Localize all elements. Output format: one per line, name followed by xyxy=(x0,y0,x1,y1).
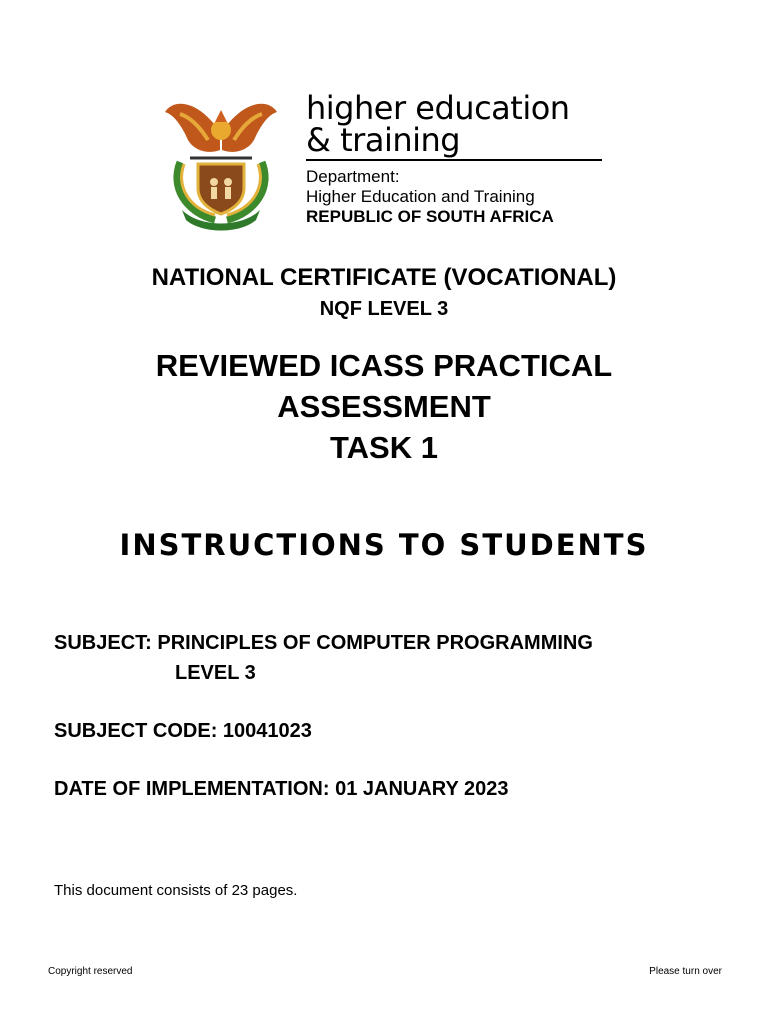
brand-line-2: & training xyxy=(306,121,461,159)
page-count-note: This document consists of 23 pages. xyxy=(54,882,298,899)
footer-copyright: Copyright reserved xyxy=(48,966,133,977)
assessment-title-line-1: REVIEWED ICASS PRACTICAL xyxy=(155,348,613,383)
department-branding xyxy=(306,89,606,227)
coat-of-arms-logo xyxy=(160,92,282,232)
brand-rule-divider xyxy=(306,159,602,161)
department-name: Higher Education and Training xyxy=(306,187,535,206)
footer-turn-over: Please turn over xyxy=(649,966,722,977)
assessment-title-line-2: ASSESSMENT xyxy=(277,389,491,424)
instructions-heading: INSTRUCTIONS TO STUDENTS xyxy=(119,528,649,562)
subject-level: LEVEL 3 xyxy=(175,662,256,684)
assessment-title xyxy=(0,345,768,468)
task-number: TASK 1 xyxy=(330,430,438,465)
subject-code: SUBJECT CODE: 10041023 xyxy=(54,720,312,742)
implementation-date: DATE OF IMPLEMENTATION: 01 JANUARY 2023 xyxy=(54,778,509,800)
department-label: Department: xyxy=(306,167,400,186)
certificate-title: NATIONAL CERTIFICATE (VOCATIONAL) xyxy=(151,264,617,291)
nqf-level: NQF LEVEL 3 xyxy=(319,298,449,320)
subject-line: SUBJECT: PRINCIPLES OF COMPUTER PROGRAMMING xyxy=(54,632,593,654)
brand-line-1: higher education xyxy=(306,89,570,127)
country-name: REPUBLIC OF SOUTH AFRICA xyxy=(306,207,554,226)
